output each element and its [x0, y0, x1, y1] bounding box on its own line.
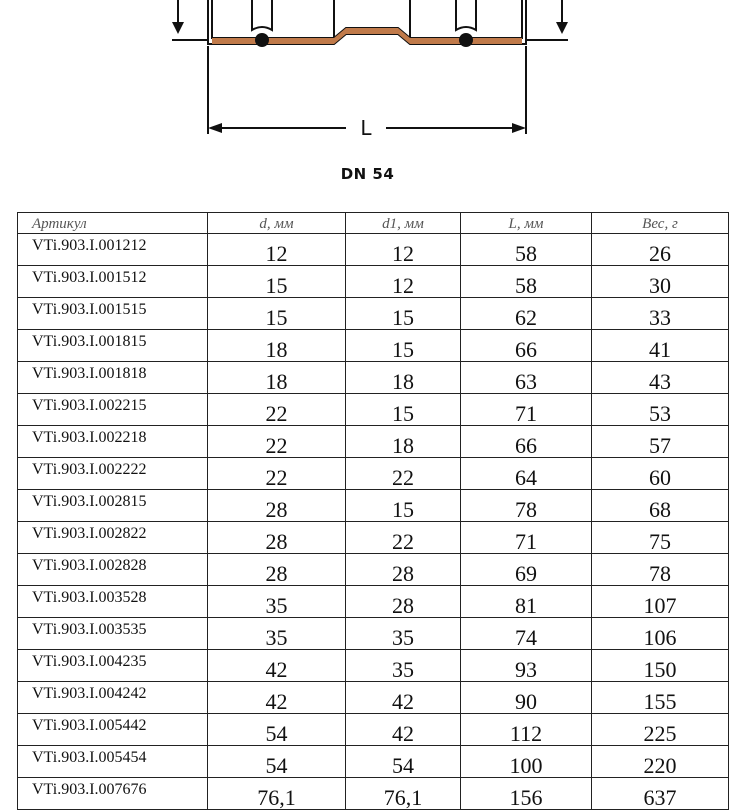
- cell-d1: 54: [346, 746, 461, 778]
- cell-d: 76,1: [208, 778, 346, 810]
- cell-d: 18: [208, 330, 346, 362]
- cell-length: 62: [461, 298, 592, 330]
- table-row: [18, 778, 729, 810]
- cell-weight: 68: [592, 490, 729, 522]
- cell-d1: 18: [346, 362, 461, 394]
- cell-d: 54: [208, 746, 346, 778]
- cell-d: 35: [208, 618, 346, 650]
- cell-length: 74: [461, 618, 592, 650]
- cell-weight: 75: [592, 522, 729, 554]
- cell-d: 54: [208, 714, 346, 746]
- cell-article: VTi.903.I.004235: [18, 650, 208, 682]
- table-body: [18, 234, 729, 810]
- cell-article: VTi.903.I.002828: [18, 554, 208, 586]
- cell-article: VTi.903.I.005442: [18, 714, 208, 746]
- cell-article: VTi.903.I.004242: [18, 682, 208, 714]
- cell-d1: 12: [346, 266, 461, 298]
- table-row: [18, 234, 729, 266]
- cell-weight: 225: [592, 714, 729, 746]
- header-article: Артикул: [18, 213, 208, 234]
- cell-weight: 107: [592, 586, 729, 618]
- cell-d: 18: [208, 362, 346, 394]
- cell-length: 90: [461, 682, 592, 714]
- cell-d1: 28: [346, 586, 461, 618]
- cell-length: 100: [461, 746, 592, 778]
- cell-length: 58: [461, 266, 592, 298]
- cell-weight: 220: [592, 746, 729, 778]
- cell-weight: 43: [592, 362, 729, 394]
- header-length: L, мм: [461, 213, 592, 234]
- table-row: [18, 554, 729, 586]
- cell-d1: 42: [346, 714, 461, 746]
- cell-weight: 78: [592, 554, 729, 586]
- length-label: L: [360, 116, 372, 140]
- cell-length: 69: [461, 554, 592, 586]
- cell-d1: 35: [346, 618, 461, 650]
- table-row: [18, 714, 729, 746]
- cell-d: 28: [208, 554, 346, 586]
- arrow-head-left: [172, 22, 184, 34]
- cell-d: 22: [208, 458, 346, 490]
- cell-weight: 637: [592, 778, 729, 810]
- table-row: [18, 618, 729, 650]
- cell-weight: 26: [592, 234, 729, 266]
- cell-article: VTi.903.I.002218: [18, 426, 208, 458]
- table-row: [18, 682, 729, 714]
- cell-article: VTi.903.I.002815: [18, 490, 208, 522]
- cell-length: 63: [461, 362, 592, 394]
- cell-article: VTi.903.I.003535: [18, 618, 208, 650]
- cell-d1: 18: [346, 426, 461, 458]
- cell-article: VTi.903.I.002822: [18, 522, 208, 554]
- table-row: [18, 394, 729, 426]
- cell-d: 22: [208, 426, 346, 458]
- table-row: [18, 266, 729, 298]
- cell-article: VTi.903.I.003528: [18, 586, 208, 618]
- cell-d1: 12: [346, 234, 461, 266]
- table-row: [18, 298, 729, 330]
- table-header-row: [18, 213, 729, 234]
- arrow-head-right: [556, 22, 568, 34]
- cell-weight: 60: [592, 458, 729, 490]
- cell-length: 78: [461, 490, 592, 522]
- cell-article: VTi.903.I.001212: [18, 234, 208, 266]
- cell-length: 64: [461, 458, 592, 490]
- table-row: [18, 362, 729, 394]
- cell-weight: 155: [592, 682, 729, 714]
- table-row: [18, 586, 729, 618]
- cell-article: VTi.903.I.001818: [18, 362, 208, 394]
- cell-d1: 35: [346, 650, 461, 682]
- specification-table: [17, 212, 729, 810]
- cell-article: VTi.903.I.007676: [18, 778, 208, 810]
- cell-length: 66: [461, 426, 592, 458]
- cell-d1: 28: [346, 554, 461, 586]
- header-d: d, мм: [208, 213, 346, 234]
- cell-d: 15: [208, 266, 346, 298]
- cell-d1: 22: [346, 522, 461, 554]
- cell-weight: 53: [592, 394, 729, 426]
- cell-length: 71: [461, 394, 592, 426]
- cell-length: 93: [461, 650, 592, 682]
- table-row: [18, 330, 729, 362]
- cell-d1: 15: [346, 330, 461, 362]
- cell-d: 22: [208, 394, 346, 426]
- cell-length: 156: [461, 778, 592, 810]
- table-row: [18, 426, 729, 458]
- cell-d: 12: [208, 234, 346, 266]
- table-row: [18, 522, 729, 554]
- table-row: [18, 458, 729, 490]
- cell-article: VTi.903.I.002215: [18, 394, 208, 426]
- cell-d1: 22: [346, 458, 461, 490]
- l-arrow-left: [208, 123, 222, 133]
- cell-length: 58: [461, 234, 592, 266]
- cell-article: VTi.903.I.005454: [18, 746, 208, 778]
- table-row: [18, 746, 729, 778]
- cell-article: VTi.903.I.001515: [18, 298, 208, 330]
- cell-d: 42: [208, 682, 346, 714]
- cell-weight: 57: [592, 426, 729, 458]
- cell-d1: 76,1: [346, 778, 461, 810]
- cell-article: VTi.903.I.001512: [18, 266, 208, 298]
- seal-ring-right: [459, 33, 473, 47]
- cell-length: 81: [461, 586, 592, 618]
- cell-length: 66: [461, 330, 592, 362]
- cell-weight: 33: [592, 298, 729, 330]
- table-row: [18, 650, 729, 682]
- cell-weight: 41: [592, 330, 729, 362]
- cell-length: 112: [461, 714, 592, 746]
- cell-d: 35: [208, 586, 346, 618]
- table-row: [18, 490, 729, 522]
- cell-d1: 15: [346, 490, 461, 522]
- cell-length: 71: [461, 522, 592, 554]
- cell-d1: 15: [346, 394, 461, 426]
- cell-d: 28: [208, 490, 346, 522]
- cell-weight: 150: [592, 650, 729, 682]
- cell-d1: 42: [346, 682, 461, 714]
- seal-ring-left: [255, 33, 269, 47]
- cell-d1: 15: [346, 298, 461, 330]
- cell-d: 15: [208, 298, 346, 330]
- diameter-caption: DN 54: [340, 165, 395, 183]
- cell-article: VTi.903.I.002222: [18, 458, 208, 490]
- cell-weight: 30: [592, 266, 729, 298]
- cell-d: 42: [208, 650, 346, 682]
- cell-d: 28: [208, 522, 346, 554]
- cell-article: VTi.903.I.001815: [18, 330, 208, 362]
- l-arrow-right: [512, 123, 526, 133]
- header-d1: d1, мм: [346, 213, 461, 234]
- header-weight: Вес, г: [592, 213, 729, 234]
- cell-weight: 106: [592, 618, 729, 650]
